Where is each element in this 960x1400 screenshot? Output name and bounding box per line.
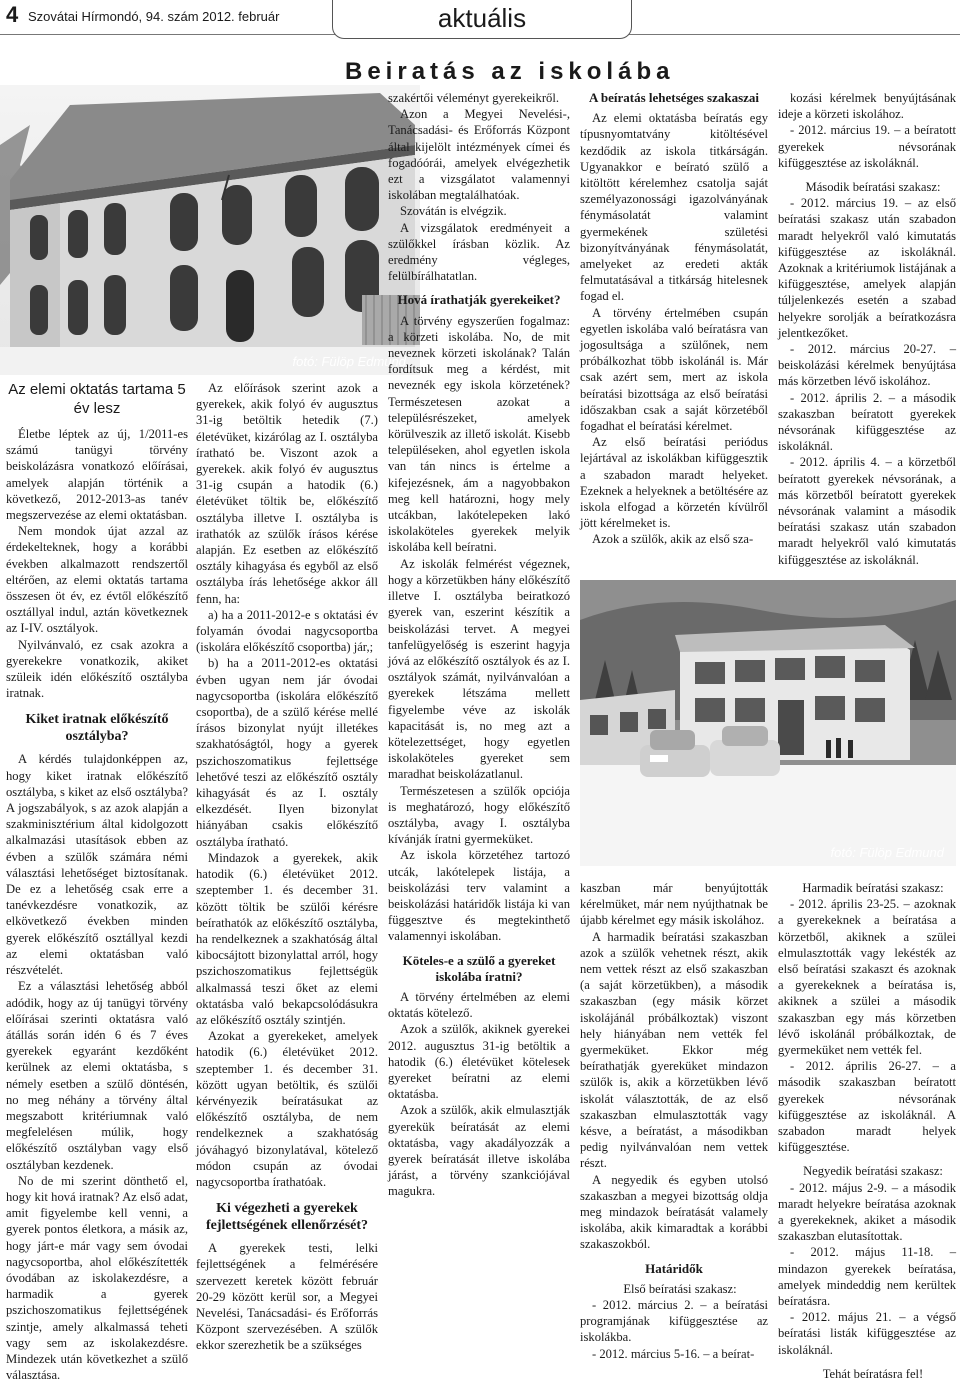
paragraph: Ez a választási lehetőség abból adódik, hogy az új tanügyi törvény előírásai szerinti oktatásra való átállás során idén 6 és 7 éves gyerekek egyaránt kezdőként kerülnek az elemi oktatásba, s némely esetben a szülő döntésén, no meg néhány a törvény által megszabott kritériumnak való megfelelésen múlik, hogy előkészítő osztályban vagy első osztályban kezdenek. <box>6 979 188 1172</box>
paragraph: Az elemi oktatásba beíratás egy típusnyomtatvány kitöltésével kezdődik az iskola titkárságán. Ugyanakkor e beírató szülő a kitöltött kérelemhez csatolja saját személyazonossági igazolványának fénymásolatát valamint gyermekének születési bizonyítványának fénymásolatát, amelyeket az eredeti akták felmutatásával a titkárság hitelesnek fogad el. <box>580 111 768 304</box>
paragraph: Azok a szülők, akik elmulasztják gyerekük beíratását az elemi oktatásba, vagy akadályozzák a gyerek beíratását illetve iskolába járást, a törvény szankciójával magukra. <box>388 1103 570 1199</box>
schedule-line: - 2012. március 19. – az első beíratási szakasz után szabadon maradt helyekről való kimutatás kifüggesztése az iskoláknál. Azoknak a kritériumok listájának a kifüggesztése, amelyek alapján túljelenkezés esetén a szabad helyekre sorolják a beíratkozásra jelentkezőket. <box>778 196 956 340</box>
schedule-line: - 2012. május 2-9. – a második maradt helyekre beíratása azoknak a gyerekeknek, akiket a második szakaszban elutasítottak. <box>778 1180 956 1244</box>
paragraph: Azon a Megyei Nevelési-, Tanácsadási- és Erőforrás Központ által kijelölt intézmények címei és fogadóórái, amelyek elvégezhetik ezt a vizsgálatot valamennyi iskolában megtalálhatóak. <box>388 107 570 203</box>
section-tab <box>332 0 632 39</box>
schedule-line <box>778 1358 956 1366</box>
paragraph: Az előírások szerint azok a gyerekek, akik folyó év augusztus 31-ig betöltik hetedik (7.) életévüket, kizárólag az I. osztályba íratható be. Viszont azok a gyerekek. akik folyó év augusztus 31-ig csupán a hatodik (6.) életévüket töltik be, előkészítő osztályba illetve I. osztályba is irathatók az szülők írásos kérése alapján. Ez esetben az előkészítő osztály kihagyása és egyből az első osztályba írás lehetősége akkor áll fenn, ha: <box>196 381 378 606</box>
modern-school-photo <box>580 580 956 866</box>
paragraph: Azok a szülők, akik az első sza- <box>592 532 754 547</box>
subheading: Ki végezheti a gyerekek fejlettségének ellenőrzését? <box>205 1201 369 1234</box>
paragraph: b) ha a 2011-2012-es oktatási évben ugyan nem jár óvodai nagycsoportba (iskolára előkészítő csoportba), de a szülő kérése mellé írásos bizonylat nyújt illetékes szakhatóságtól, hogy a gyerek pszichoszomatikus fejlettsége lehetővé teszi az előkészítő osztály kihagyását és az I. osztály elkezdését. Ilyen bizonylat hiányában csakis előkészítő osztályba íratható. <box>196 656 378 849</box>
page-number: 4 <box>6 2 19 27</box>
section-label: aktuális <box>437 3 527 33</box>
subheading: Határidők <box>645 1260 703 1276</box>
publication-info: Szovátai Hírmondó, 94. szám 2012. február <box>28 9 280 24</box>
column-1 <box>6 380 188 1383</box>
schedule-line: - 2012. március 19. – a beíratott gyerekek névsorának kifüggesztése az iskoláknál. <box>778 123 956 170</box>
schedule-line: - 2012. április 26-27. – a második szakaszban beíratott gyerekek névsorának kifüggesztése az iskoláknál. A szabadon maradt helyek kifüggesztése. <box>778 1059 956 1155</box>
schedule-line: Negyedik beíratási szakasz: <box>803 1164 943 1179</box>
column-3 <box>388 90 570 1200</box>
paragraph: Az első beíratási periódus lejártával az iskolákban kifüggesztik a szabadon maradt helyeket. Ezeknek a helyeknek a betöltésére az iskola elfogad a körzetén kívülről jött kérelmeket is. <box>580 435 768 531</box>
schedule-line: - 2012. április 2. – a második szakaszban beíratott gyerekek névsorának kifüggesztése az iskoláknál. <box>778 390 956 454</box>
schedule-line <box>778 1155 956 1163</box>
subheading: A beíratás lehetséges szakaszai <box>588 90 760 105</box>
paragraph: A negyedik és egyben utolsó szakaszban a megyei bizottság oldja meg mindazok beíratását valamely iskolába, akik kimaradtak a korábbi szakaszokból. <box>580 1172 768 1252</box>
schedule-line: - 2012. május 21. – a végső beíratási listák kifüggesztése az iskoláknál. <box>778 1310 956 1357</box>
school-photo <box>0 85 420 375</box>
column-4-bottom <box>580 880 768 1362</box>
schedule-line: Tehát beíratásra fel! <box>822 1366 924 1381</box>
schedule-line: Második beíratási szakasz: <box>805 180 941 195</box>
schedule-line: - 2012. május 11-18. – mindazon gyerekek beíratása, amelyek mindeddig nem kerültek beíratásra. <box>778 1245 956 1309</box>
schedule-line: Első beíratási szakasz: <box>623 1281 737 1296</box>
paragraph: A törvény egyszerűen fogalmaz: a körzeti iskolába. No, de mit neveznek körzeti iskolának? Talán fordítsuk meg a kérdést, mit neveznék egy iskola körzetének? Természetesen azokat a településrészeket, amelyek körülveszik az illető iskolát. Kisebb településeken, ahol egyetlen iskola van tán nincs is értelme a kifejezésnek, ám a nagyobbakon meg kell határozni, hogy mely utcákban, lakótelepeken lakó iskolaköteles gyerekek melyik iskolába kell beíratni. <box>388 313 570 555</box>
subheading: Hová írathatják gyerekeiket? <box>397 292 561 308</box>
article-title: Beiratás az iskolába <box>345 58 675 85</box>
photo-credit: fotó: Fülöp Edmund <box>830 845 944 860</box>
paragraph: Mindazok a gyerekek, akik hatodik (6.) életévüket 2012. szeptember 1. és december 31. között töltik be szülői kérésre beírathatók az előkészítő osztályba, ha rendelkeznek a szakhatóság által kibocsájtott bizonylattal arról, hogy pszichoszomatikus fejlettségük alkalmassá teszi őket az elemi oktatásba való bekapcsolódásukra az előkészítő osztály szintjén. <box>196 850 378 1027</box>
paragraph: No de mi szerint dönthető el, hogy kit hová iratnak? Az első adat, amit figyelembe kell venni, a gyerek pontos életkora, a másik az, hogy járt-e már vagy sem óvodai nagycsoportba, ahol előkészítették óvodában az iskolakezdésre, a harmadik a gyerek pszichoszomatikus fejlettségének szintje, amely alkalmassá teheti vagy sem az iskolakezdésre. Mindezek után következhet a szülő választása. <box>6 1173 188 1383</box>
paragraph: A harmadik beíratási szakaszban azok a szülők vehetnek részt, akik nem vettek részt az első szakaszban (a saját körzetükben), a második szakaszban (egy másik körzet iskolájánál próbálkoztak) viszont hely hiányában nem vették fel gyermeküket. Ekkor még beírathatják gyereküket mindazon szülők is, akik a körzetükben lévő iskolát választották, de az első szakaszban elmulasztották vagy késve, a beíratást, a másodikban pedig nyilvánvalóan nem vettek részt. <box>580 929 768 1171</box>
schedule-line: - 2012. március 20-27. – beiskolázási kérelmek benyújtása más körzetben lévő iskolához. <box>778 342 956 389</box>
schedule-line <box>778 171 956 179</box>
paragraph: Nem mondok újat azzal az érdekelteknek, hogy a korábbi években alkalmazott rendszertől eltérően, az elemi oktatás tartama összesen öt év, ez évtől előkészítő osztállyal indul, aztán következnek az I-IV. osztályok. <box>6 524 188 636</box>
paragraph: Az iskola körzetéhez tartozó utcák, lakótelepek listája, a beiskolázási terv valamint a beiskolázási határidők listája ki van függesztve és megtekinthető valamennyi iskolában. <box>388 848 570 944</box>
schedule-line: Harmadik beíratási szakasz: <box>802 881 944 895</box>
paragraph: Azokat a gyerekeket, amelyek hatodik (6.) életévüket 2012. szeptember 1. és december 31. között ugyan betöltik, és szülői kérvényezik beíratásukat az előkészítő osztályba, de nem rendelkeznek a szakhatóság jóváhagyó bizonylatával, kötelező módon csupán az óvodai nagycsoportba írathatóak. <box>196 1029 378 1189</box>
photo-credit: fotó: Fülöp Edmund <box>292 354 406 369</box>
schedule-line: - 2012. április 23-25. – azoknak a gyerekeknek a beíratása a körzetből, akiknek a szülei elmulasztották vagy lekésték az első beíratási szakaszt és azoknak a gyerekeknek a beíratása is, akiknek a szülei a második szakaszban egy más körzetben lévő iskolánál próbálkoztak, de gyermeküket nem vették fel. <box>778 897 956 1058</box>
paragraph: A törvény értelmében az elemi oktatás kötelező. <box>388 989 570 1021</box>
schedule-line: - 2012. április 4. – a körzetből beíratott gyerekek névsorának, a más körzetből beíratott gyerekek névsorának valamint a második beíratási szakasz után szabadon maradt helyekről való kimutatás kifüggesztése az iskoláknál. <box>778 455 956 567</box>
column-2 <box>196 380 378 1354</box>
paragraph: A vizsgálatok eredményeit a szülőkkel írásban közlik. Az eredmény végleges, felülbírálhatatlan. <box>388 220 570 284</box>
subheading: Köteles-e a szülő a gyereket iskolába íratni? <box>402 952 556 984</box>
modern-school-image <box>580 580 956 866</box>
subheading: Kiket iratnak előkészítő osztályba? <box>25 712 169 745</box>
paragraph: Életbe léptek az új, 1/2011-es számú tanügyi törvény beiskolázásra vonatkozó előírásai, amelyek alapján történik a következő, 2012-2013-as tanév megszervezése az elemi oktatásban. <box>6 427 188 523</box>
column-1-heading: Az elemi oktatás tartama 5 év lesz <box>8 381 186 417</box>
paragraph: szakértői véleményt gyerekeikről. <box>388 91 559 105</box>
paragraph: Szovátán is elvégzik. <box>400 204 507 219</box>
paragraph: Azok a szülők, akiknek gyerekei 2012. augusztus 31-ig betöltik a hatodik (6.) életévüket kötelesek gyereket beíratni az elemi oktatásba. <box>388 1022 570 1102</box>
paragraph: a) ha a 2011-2012-e s oktatási év folyamán óvodai nagycsoportba (iskolára előkészítő csoportba) jár,; <box>196 607 378 655</box>
school-building-image <box>0 85 420 375</box>
paragraph: Nyilvánvaló, ez csak azokra a gyerekekre vonatkozik, akiket szüleik idén előkészítő osztályba iratnak. <box>6 637 188 701</box>
paragraph: kaszban már benyújtották kérelmüket, már nem nyújthatnak be újabb kérelmet egy másik iskolához. <box>580 881 768 928</box>
schedule-line: kozási kérelmek benyújtásának ideje a körzeti iskolához. <box>778 91 956 122</box>
schedule-line: - 2012. március 5-16. – a beírat- <box>592 1346 755 1361</box>
column-5-bottom <box>778 880 956 1382</box>
paragraph: Az iskolák felmérést végeznek, hogy a körzetükben hány előkészítő illetve I. osztályba beiratkozó gyerek van, eszerint készítik a beiskolázási tervet. A megyei tanfelügyelőség is eszerint hagyja jóvá az előkészítő osztályok és az I. osztályok számát, nyilvánvalóan a gyerekek létszáma mellett figyelembe véve az iskolák kapacitását is, no meg azt a kötelezettséget, hogy egyetlen iskolaköteles gyereket sem maradhat beiskolázatlanul. <box>388 556 570 782</box>
paragraph: A gyerekek testi, lelki fejlettségének a felmérésére szervezett keretek között február 20-29 között kerül sor, a Megyei Nevelési, Tanácsadási- és Erőforrás Központ szervezésében. A szülők ekkor szerezhetik be a szükséges <box>196 1241 378 1353</box>
paragraph: A törvény értelmében csupán egyetlen iskolába való beíratásra van jogosultsága a szülőnek, nem próbálkozhat több iskolánál is. Már csak azért sem, mert az iskola beíratási bizottsága az első beíratási időszakban csak a saját körzetéből fogadhat el beíratási kérelmet. <box>580 305 768 434</box>
paragraph: Természetesen a szülők opciója is meghatározó, hogy előkészítő osztályba, avagy I. osztályba kívánják íratni gyermeküket. <box>388 783 570 847</box>
schedule-line: - 2012. március 2. – a beíratási programjának kifüggesztése az iskolákba. <box>580 1298 768 1345</box>
column-5 <box>778 90 956 568</box>
column-4 <box>580 90 768 548</box>
paragraph: A kérdés tulajdonképpen az, hogy kiket iratnak előkészítő osztályba, s kiket az első osztályba? A jogszabályok, s az azok alapján a szakminisztérium által kidolgozott alkalmazási utasítások ebben az évben a szülők számára némi választási lehetőséget biztosítanak. De ez a lehetőség csak erre a tanévkezdésre vonatkozik, az elkövetkező években minden gyerek előkészítő osztállyal kezdi az elemi oktatásban való részvételét. <box>6 752 188 978</box>
